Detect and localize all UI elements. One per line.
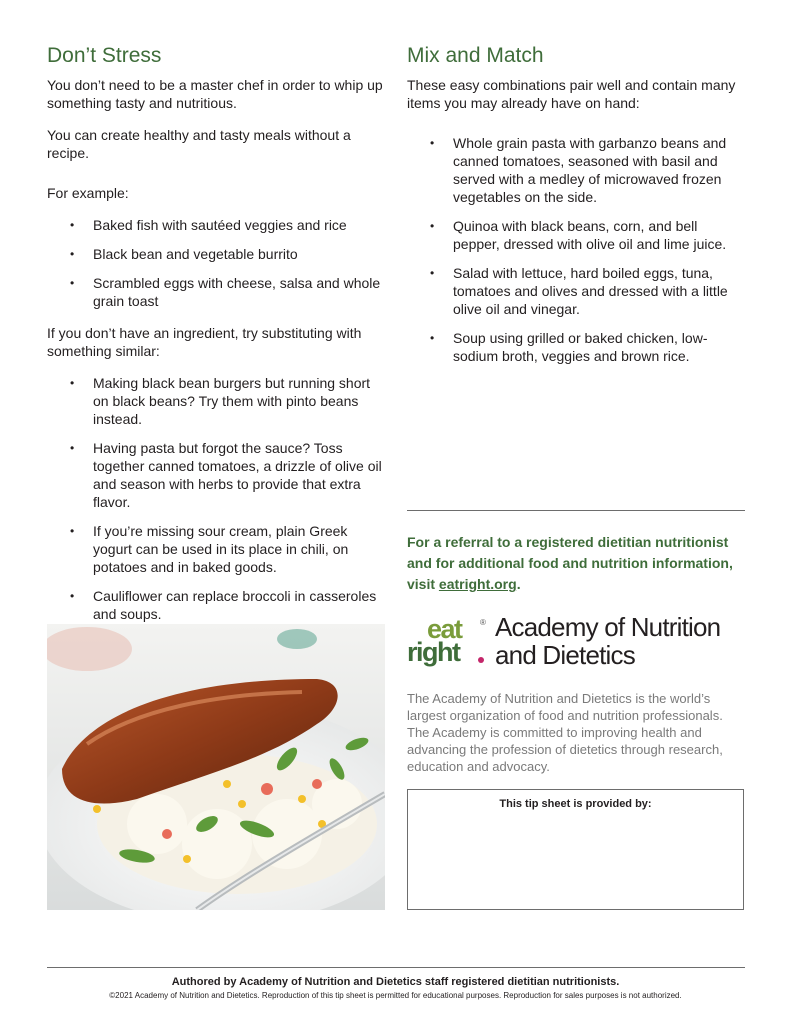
list-item: • Whole grain pasta with garbanzo beans and canned tomatoes, seasoned with basil and served with a medley of microwaved frozen vegetables on the side. — [407, 134, 747, 206]
about-academy: The Academy of Nutrition and Dietetics is the world’s largest organization of food and nutrition professionals. The Academy is committed to improving health and advancing the profession of dietetics through research, education and advocacy. — [407, 691, 723, 774]
referral-text — [407, 532, 752, 595]
list-item: • Black bean and vegetable burrito — [47, 245, 387, 263]
logo-registered: ® — [480, 618, 486, 627]
substitutes-list — [47, 374, 387, 623]
list-item: • Scrambled eggs with cheese, salsa and whole grain toast — [47, 274, 387, 310]
left-column — [47, 44, 387, 637]
list-item: • Quinoa with black beans, corn, and bell pepper, dressed with olive oil and lime juice. — [407, 217, 747, 253]
academy-logo — [407, 612, 752, 674]
logo-name-line2: and Dietetics — [495, 640, 635, 670]
logo-eat: eat — [427, 614, 462, 644]
right-column — [407, 44, 747, 379]
logo-name-line1: Academy of Nutrition — [495, 612, 721, 642]
examples-list — [47, 216, 387, 310]
logo-dot-icon — [478, 657, 484, 663]
footer-copyright: ©2021 Academy of Nutrition and Dietetics. Reproduction of this tip sheet is permitted for educational purposes. Reproduction for sales purposes is not authorized. — [109, 991, 682, 1000]
example-label: For example: — [47, 185, 129, 201]
footer-divider — [47, 967, 745, 968]
mix-and-match-heading: Mix and Match — [407, 44, 544, 67]
list-item: • Baked fish with sautéed veggies and rice — [47, 216, 387, 234]
list-item: • Soup using grilled or baked chicken, low-sodium broth, veggies and brown rice. — [407, 329, 747, 365]
tip-sheet-provider-label: This tip sheet is provided by: — [499, 798, 652, 810]
right-divider — [407, 510, 745, 511]
mix-intro: These easy combinations pair well and contain many items you may already have on hand: — [407, 77, 736, 111]
list-item: • If you’re missing sour cream, plain Greek yogurt can be used in its place in chili, on potatoes and in baked goods. — [47, 522, 387, 576]
substitute-intro: If you don’t have an ingredient, try substituting with something similar: — [47, 325, 362, 359]
logo-right: right — [407, 637, 460, 667]
footer-author: Authored by Academy of Nutrition and Dietetics staff registered dietitian nutritionists. — [171, 976, 620, 988]
intro-paragraph-2: You can create healthy and tasty meals without a recipe. — [47, 127, 351, 161]
eatright-link[interactable]: eatright.org — [438, 576, 517, 592]
tip-sheet-provider-box — [407, 789, 744, 910]
list-item: • Salad with lettuce, hard boiled eggs, tuna, tomatoes and olives and dressed with a little olive oil and vinegar. — [407, 264, 747, 318]
referral-end: . — [516, 576, 521, 592]
intro-paragraph-1: You don’t need to be a master chef in order to whip up something tasty and nutritious. — [47, 77, 383, 111]
list-item: • Making black bean burgers but running short on black beans? Try them with pinto beans instead. — [47, 374, 387, 428]
combos-list — [407, 134, 747, 365]
salmon-dish-photo — [47, 624, 385, 910]
dont-stress-heading: Don’t Stress — [47, 44, 162, 67]
list-item: • Having pasta but forgot the sauce? Toss together canned tomatoes, a drizzle of olive oil and season with herbs to provide that extra flavor. — [47, 439, 387, 511]
referral-body: For a referral to a registered dietitian nutritionist and for additional food and nutrition information, visit — [407, 534, 733, 592]
list-item: • Cauliflower can replace broccoli in casseroles and soups. — [47, 587, 387, 623]
